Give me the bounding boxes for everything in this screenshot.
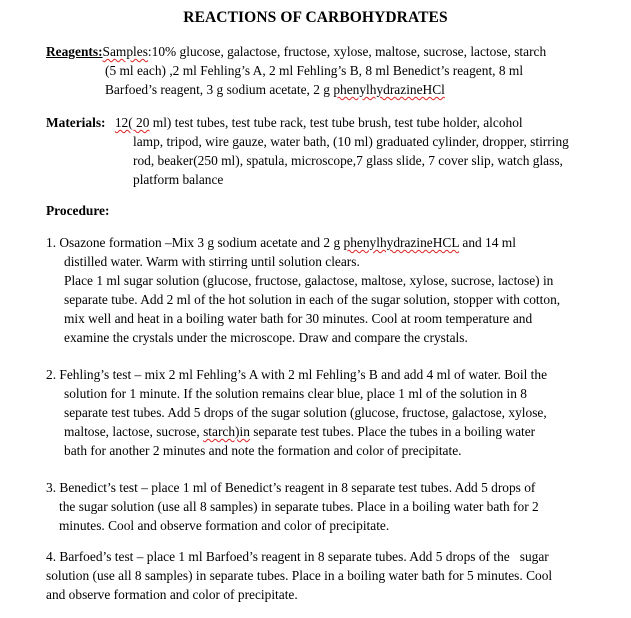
materials-line-1	[46, 114, 523, 132]
step-2-line-4-text: maltose, lactose, sucrose,	[64, 424, 204, 439]
step-2-line-1: 2. Fehling’s test – mix 2 ml Fehling’s A with 2 ml Fehling’s B and add 4 ml of water. Boil the	[46, 367, 548, 382]
procedure-label: Procedure:	[46, 203, 110, 218]
step-1-line-1-text: 1. Osazone formation –Mix 3 g sodium acetate and 2 g	[46, 235, 344, 250]
materials-line-4: platform balance	[133, 172, 224, 187]
step-1-line-1-end: and 14 ml	[459, 235, 516, 250]
samples-word: Samples	[102, 44, 148, 59]
reagents-line-3-text: Barfoed’s reagent, 3 g sodium acetate, 2 g	[105, 82, 334, 97]
step-2-line-4	[64, 423, 535, 441]
step-1-line-2: distilled water. Warm with stirring until solution clears.	[64, 254, 360, 269]
step-1-line-4: separate tube. Add 2 ml of the hot solution in each of the sugar solution, stopper with cotton,	[64, 292, 561, 307]
phenylhydrazine-hcl-word: phenylhydrazineHCL	[343, 235, 460, 250]
phenylhydrazine-word: phenylhydrazineHCl	[333, 82, 445, 97]
page-title: REACTIONS OF CARBOHYDRATES	[183, 9, 448, 26]
step-1-line-1	[46, 234, 516, 252]
step-3-line-2: the sugar solution (use all 8 samples) in separate tubes. Place in a boiling water bath for 2	[59, 499, 539, 514]
step-2-line-3: separate test tubes. Add 5 drops of the sugar solution (glucose, fructose, galactose, xylose,	[64, 405, 547, 420]
step-3-line-3: minutes. Cool and observe formation and color of precipitate.	[59, 518, 390, 533]
step-4-line-1: 4. Barfoed’s test – place 1 ml Barfoed’s reagent in 8 separate tubes. Add 5 drops of the sugar	[46, 549, 549, 564]
reagents-line-1-text: :10% glucose, galactose, fructose, xylose, maltose, sucrose, lactose, starch	[147, 44, 547, 59]
reagents-line-1	[46, 43, 546, 61]
reagents-label: Reagents:	[46, 44, 103, 59]
step-2-line-2: solution for 1 minute. If the solution remains clear blue, place 1 ml of the solution in 8	[64, 386, 527, 401]
step-3-line-1: 3. Benedict’s test – place 1 ml of Benedict’s reagent in 8 separate test tubes. Add 5 drops of	[46, 480, 536, 495]
step-1-line-6: examine the crystals under the microscope. Draw and compare the crystals.	[64, 330, 468, 345]
reagents-line-3	[105, 81, 445, 99]
materials-line-1-text: ml) test tubes, test tube rack, test tube brush, test tube holder, alcohol	[149, 115, 523, 130]
materials-line-3: rod, beaker(250 ml), spatula, microscope,7 glass slide, 7 cover slip, watch glass,	[133, 153, 563, 168]
reagents-line-2: (5 ml each) ,2 ml Fehling’s A, 2 ml Fehling’s B, 8 ml Benedict’s reagent, 8 ml	[105, 63, 524, 78]
materials-label: Materials:	[46, 115, 106, 130]
step-4-line-2: solution (use all 8 samples) in separate tubes. Place in a boiling water bath for 5 minutes. Cool	[46, 568, 553, 583]
step-1-line-5: mix well and heat in a boiling water bath for 30 minutes. Cool at room temperature and	[64, 311, 533, 326]
materials-line-2: lamp, tripod, wire gauze, water bath, (10 ml) graduated cylinder, dropper, stirring	[133, 134, 569, 149]
step-1-line-3: Place 1 ml sugar solution (glucose, fructose, galactose, maltose, xylose, sucrose, lactose) in	[64, 273, 554, 288]
step-2-line-5: bath for another 2 minutes and note the formation and color of precipitate.	[64, 443, 462, 458]
step-2-line-4-end: separate test tubes. Place the tubes in a boiling water	[249, 424, 536, 439]
step-4-line-3: and observe formation and color of precipitate.	[46, 587, 298, 602]
starch-in-word: starch)in	[203, 424, 250, 439]
tube-size-word: 12( 20	[114, 115, 150, 130]
